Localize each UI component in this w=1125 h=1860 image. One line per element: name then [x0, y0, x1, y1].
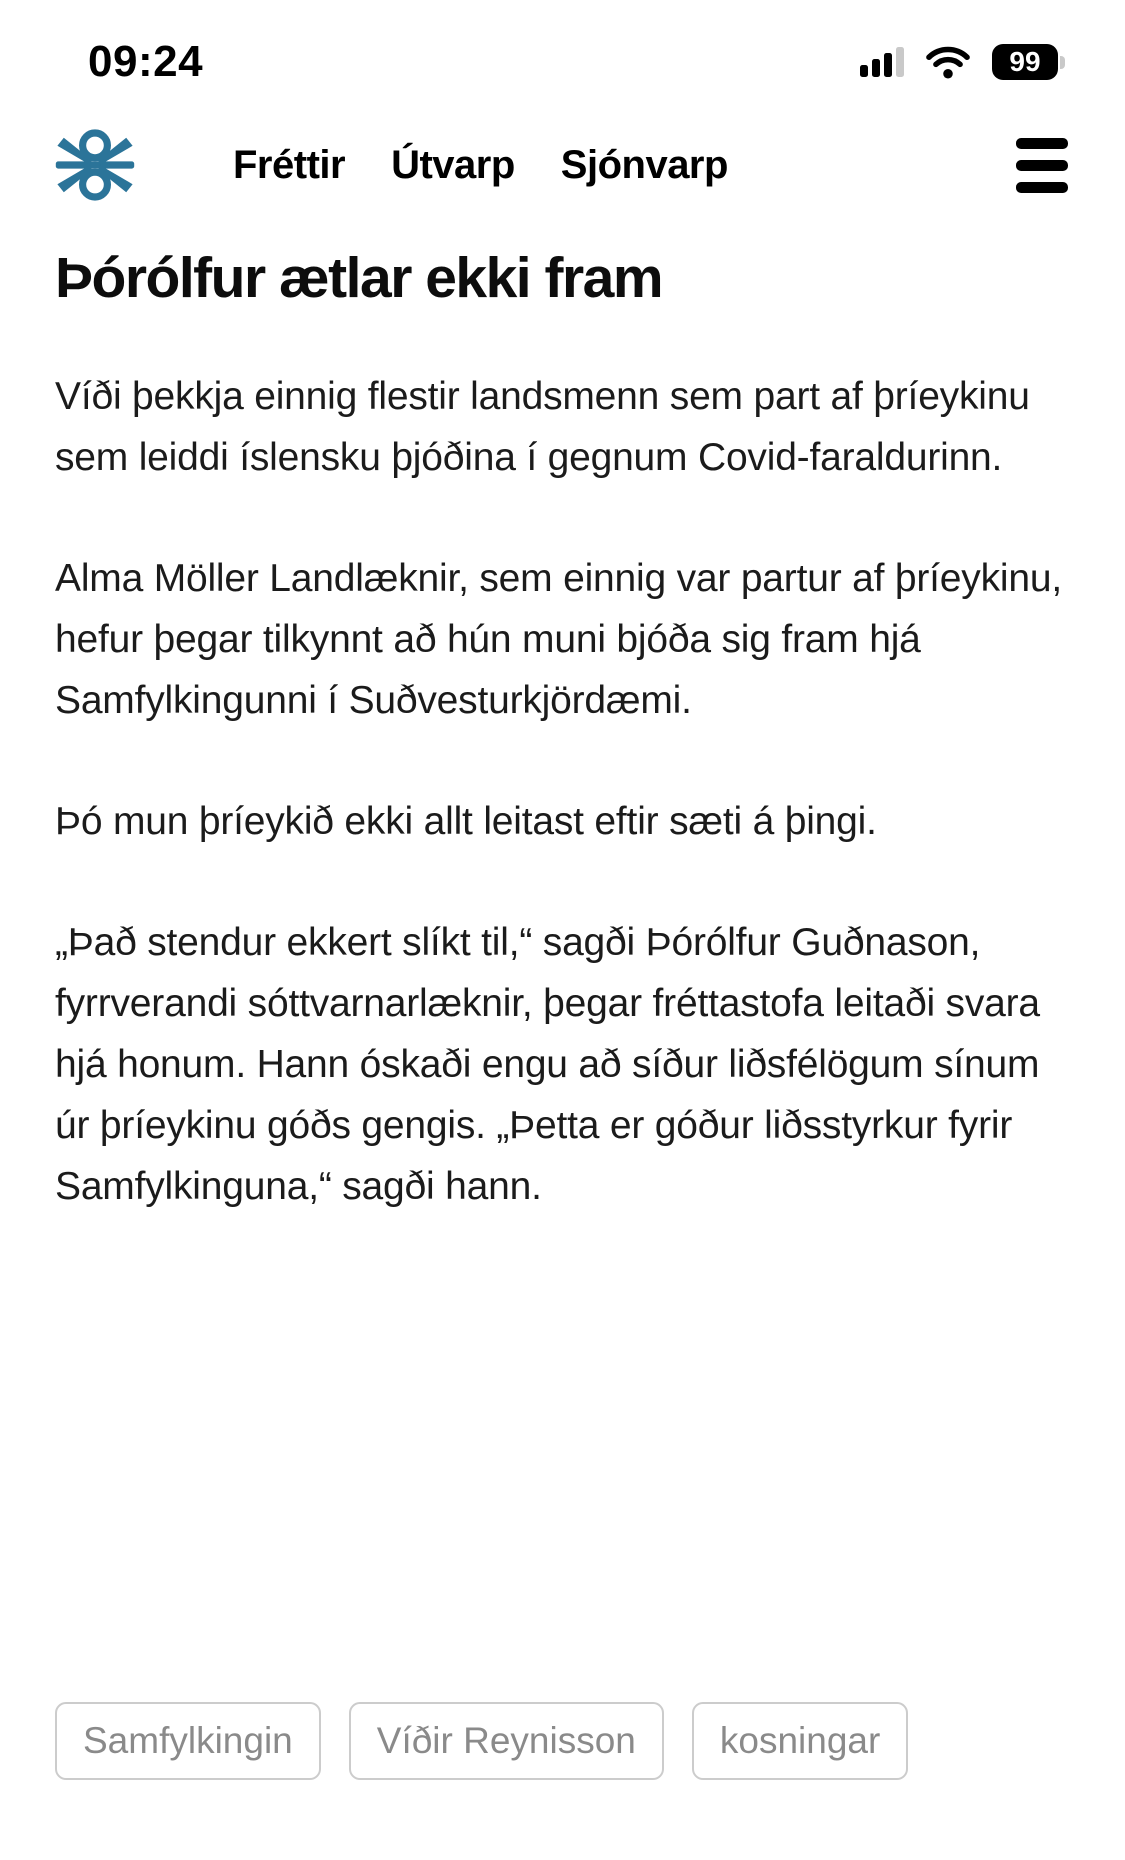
site-header	[0, 100, 1125, 210]
nav-utvarp[interactable]: Útvarp	[391, 142, 515, 187]
article-paragraph: Þó mun þríeykið ekki allt leitast eftir sæti á þingi.	[55, 800, 877, 843]
battery-percentage: 99	[992, 44, 1058, 80]
article	[0, 246, 1125, 1217]
article-title: Þórólfur ætlar ekki fram	[55, 246, 663, 310]
article-body	[55, 366, 1070, 1217]
clock: 09:24	[88, 37, 204, 86]
article-paragraph: Alma Möller Landlæknir, sem einnig var partur af þríeykinu, hefur þegar tilkynnt að hún muni bjóða sig fram hjá Samfylkingunni í Suðvesturkjördæmi.	[55, 557, 1062, 722]
article-paragraph: Víði þekkja einnig flestir landsmenn sem part af þríeykinu sem leiddi íslensku þjóðina í gegnum Covid-faraldurinn.	[55, 375, 1030, 479]
wifi-icon	[926, 45, 970, 79]
menu-icon[interactable]	[1016, 134, 1068, 197]
tag-samfylkingin[interactable]: Samfylkingin	[55, 1702, 321, 1780]
tag-list	[55, 1702, 908, 1780]
cellular-signal-icon	[860, 47, 904, 77]
tag-vidir-reynisson[interactable]: Víðir Reynisson	[349, 1702, 664, 1780]
ruv-logo[interactable]	[55, 122, 135, 208]
nav-sjonvarp[interactable]: Sjónvarp	[560, 142, 728, 187]
article-paragraph: „Það stendur ekkert slíkt til,“ sagði Þórólfur Guðnason, fyrrverandi sóttvarnarlæknir, þegar fréttastofa leitaði svara hjá honum. Hann óskaði engu að síður liðsfélögum sínum úr þríeykinu góðs gengis. „Þetta er góður liðsstyrkur fyrir Samfylkinguna,“ sagði hann.	[55, 921, 1040, 1208]
tag-kosningar[interactable]: kosningar	[692, 1702, 908, 1780]
status-icons	[860, 44, 1065, 80]
status-bar	[0, 0, 1125, 100]
nav-frettir[interactable]: Fréttir	[233, 142, 346, 187]
battery-icon	[992, 44, 1065, 80]
main-nav	[233, 143, 1016, 188]
